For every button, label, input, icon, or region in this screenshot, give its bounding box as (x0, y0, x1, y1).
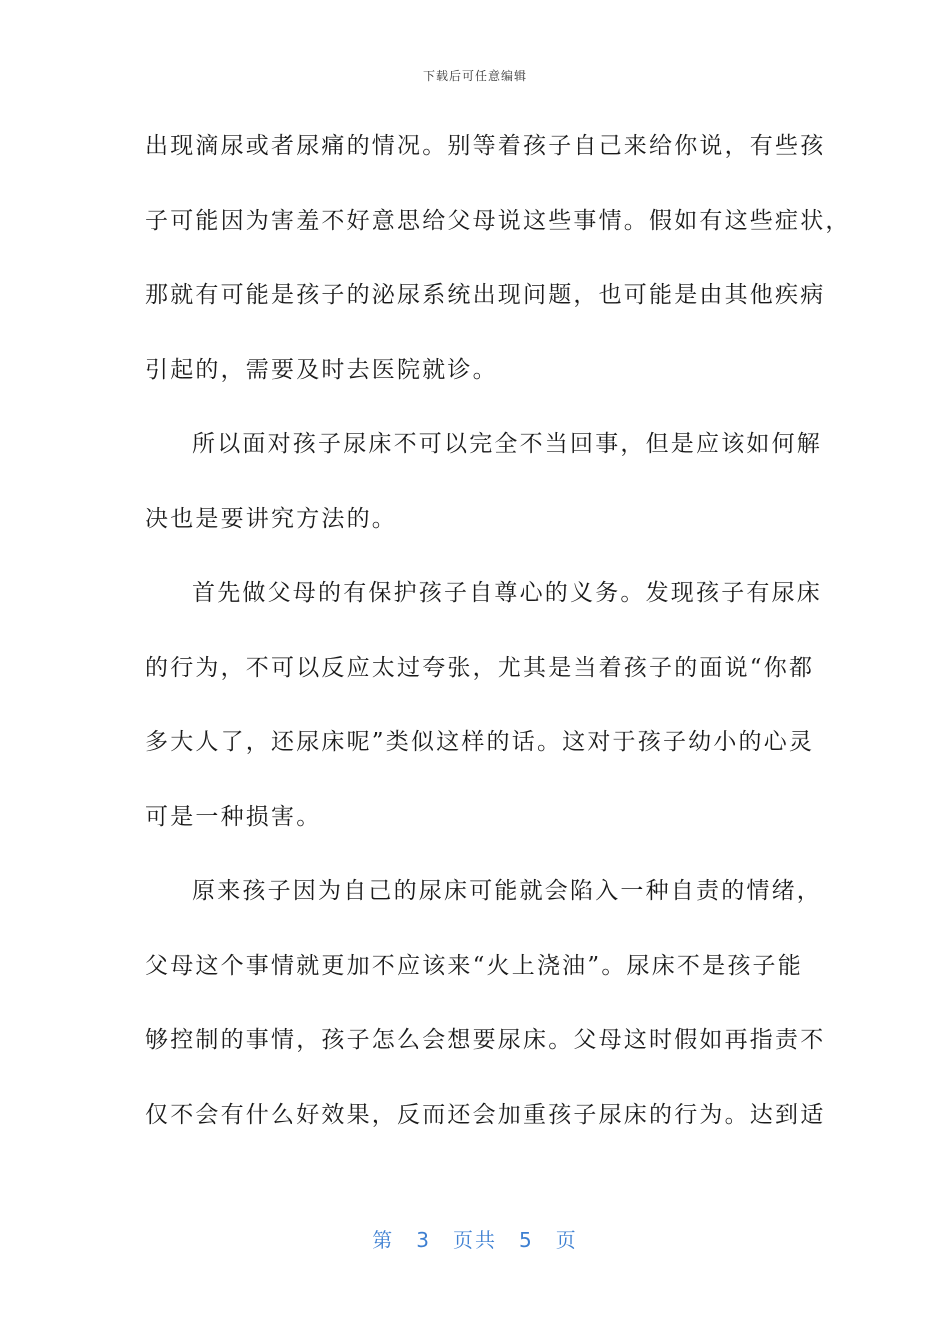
text-line: 那就有可能是孩子的泌尿系统出现问题，也可能是由其他疾病 (145, 282, 826, 308)
text-line: 多大人了，还尿床呢”类似这样的话。这对于孩子幼小的心灵 (145, 729, 815, 755)
paragraph-4 (145, 871, 826, 1169)
text-line: 原来孩子因为自己的尿床可能就会陷入一种自责的情绪， (192, 878, 822, 904)
text-line: 的行为，不可以反应太过夸张，尤其是当着孩子的面说“你都 (145, 654, 815, 681)
paragraph-2 (145, 424, 822, 573)
document-body (145, 126, 851, 1169)
page-number-footer (0, 1224, 950, 1253)
header-note: 下载后可任意编辑 (422, 69, 527, 83)
text-line: 子可能因为害羞不好意思给父母说这些事情。假如有这些症状， (145, 207, 851, 234)
page-prefix: 第 (372, 1228, 395, 1252)
text-line: 可是一种损害。 (145, 803, 322, 830)
text-line: 引起的，需要及时去医院就诊。 (145, 356, 498, 383)
paragraph-3 (145, 573, 822, 871)
text-line: 仅不会有什么好效果，反而还会加重孩子尿床的行为。达到适 (145, 1101, 826, 1128)
page-middle: 页共 (453, 1228, 497, 1252)
current-page-number: 3 (416, 1228, 431, 1252)
text-line: 决也是要讲究方法的。 (145, 505, 397, 532)
text-line: 所以面对孩子尿床不可以完全不当回事，但是应该如何解 (192, 431, 822, 457)
paragraph-1 (145, 126, 851, 424)
text-line: 父母这个事情就更加不应该来“火上浇油”。尿床不是孩子能 (145, 952, 803, 979)
text-line: 出现滴尿或者尿痛的情况。别等着孩子自己来给你说，有些孩 (145, 133, 826, 159)
total-pages-number: 5 (519, 1228, 534, 1252)
text-line: 够控制的事情，孩子怎么会想要尿床。父母这时假如再指责不 (145, 1027, 826, 1053)
page-suffix: 页 (555, 1228, 578, 1252)
text-line: 首先做父母的有保护孩子自尊心的义务。发现孩子有尿床 (192, 580, 822, 606)
